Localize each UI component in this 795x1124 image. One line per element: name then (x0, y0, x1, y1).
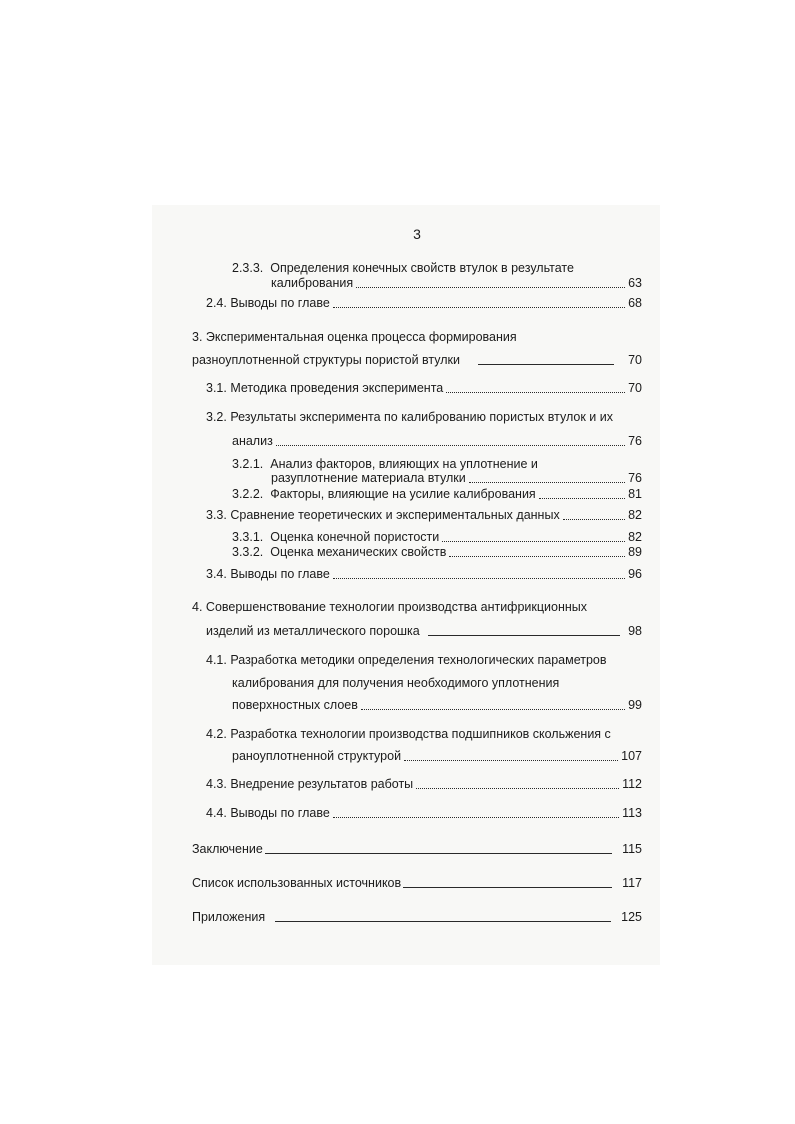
toc-entry-title: Сравнение теоретических и экспериментальных данных (230, 508, 560, 522)
toc-entry-title: Список использованных источников (192, 876, 402, 890)
dot-leader (449, 556, 625, 557)
toc-entry-page: 98 (628, 624, 642, 638)
toc-entry-title: калибрования (271, 276, 354, 290)
dot-leader (563, 519, 625, 520)
toc-entry-title: Анализ факторов, влияющих на уплотнение и (270, 457, 538, 471)
toc-entry-title: Выводы по главе (230, 567, 330, 581)
toc-entry-number: 4. (192, 600, 203, 614)
toc-entry-title: калибрования для получения необходимого уплотнения (232, 676, 560, 690)
toc-entry-page: 99 (628, 698, 642, 712)
toc-entry-2-3-3 (232, 261, 574, 276)
toc-entry-3-2-1 (232, 457, 538, 472)
toc-entry-page: 125 (621, 910, 642, 924)
dot-leader (469, 482, 625, 483)
page-number: 3 (413, 226, 421, 242)
dot-leader (333, 578, 625, 579)
toc-entry-4-1-cont (232, 676, 559, 691)
toc-entry-3-4 (206, 567, 642, 582)
dot-leader (442, 541, 625, 542)
toc-entry-number: 4.4. (206, 806, 227, 820)
toc-entry-3-3-2 (232, 545, 642, 560)
toc-entry-number: 2.4. (206, 296, 227, 310)
toc-entry-title: Приложения (192, 910, 266, 924)
toc-entry-number: 3.1. (206, 381, 227, 395)
toc-entry-3-cont (192, 353, 642, 368)
toc-entry-appendices (192, 910, 642, 925)
toc-entry-number: 3.4. (206, 567, 227, 581)
dot-leader (539, 498, 625, 499)
toc-entry-number: 3.2. (206, 410, 227, 424)
toc-entry-title: разноуплотненной структуры пористой втулки (192, 353, 461, 367)
line-leader (478, 364, 614, 365)
toc-entry-page: 82 (628, 508, 642, 522)
toc-entry-page: 81 (628, 487, 642, 501)
toc-entry-4-2 (206, 727, 611, 742)
toc-entry-title: Внедрение результатов работы (230, 777, 414, 791)
toc-entry-title: Оценка механических свойств (270, 545, 447, 559)
toc-entry-3-2 (206, 410, 613, 425)
toc-entry-page: 76 (628, 471, 642, 485)
toc-entry-title: разуплотнение материала втулки (271, 471, 466, 485)
toc-entry-2-4 (206, 296, 642, 311)
dot-leader (416, 788, 619, 789)
toc-entry-3-2-1-cont (271, 471, 642, 486)
toc-entry-page: 112 (622, 777, 642, 791)
toc-entry-4-4 (206, 806, 642, 821)
toc-entry-title: Разработка технологии производства подшипников скольжения с (230, 727, 611, 741)
toc-entry-number: 4.1. (206, 653, 227, 667)
toc-entry-number: 3.2.2. (232, 487, 264, 501)
toc-entry-number: 4.2. (206, 727, 227, 741)
dot-leader (356, 287, 625, 288)
toc-entry-title: раноуплотненной структурой (232, 749, 402, 763)
toc-entry-number: 3.3.1. (232, 530, 264, 544)
toc-entry-page: 115 (622, 842, 642, 856)
toc-entry-page: 89 (628, 545, 642, 559)
dot-leader (276, 445, 625, 446)
toc-entry-4-2-cont (232, 749, 642, 764)
toc-entry-3-3 (206, 508, 642, 523)
toc-entry-2-3-3-cont (271, 276, 642, 291)
toc-entry-number: 3.3. (206, 508, 227, 522)
toc-entry-page: 96 (628, 567, 642, 581)
toc-entry-title: Факторы, влияющие на усилие калибрования (270, 487, 536, 501)
toc-entry-title: анализ (232, 434, 273, 448)
toc-entry-page: 117 (622, 876, 642, 890)
toc-entry-number: 3.2.1. (232, 457, 264, 471)
line-leader (275, 921, 611, 922)
toc-entry-references (192, 876, 642, 891)
toc-entry-title: Выводы по главе (230, 296, 330, 310)
toc-entry-page: 70 (628, 353, 642, 367)
toc-entry-page: 113 (622, 806, 642, 820)
toc-entry-page: 68 (628, 296, 642, 310)
toc-entry-title: поверхностных слоев (232, 698, 358, 712)
toc-entry-title: изделий из металлического порошка (206, 624, 420, 638)
toc-entry-number: 2.3.3. (232, 261, 264, 275)
toc-entry-4-cont (206, 624, 642, 639)
toc-entry-3 (192, 330, 517, 345)
dot-leader (333, 817, 619, 818)
toc-entry-4-1 (206, 653, 607, 668)
dot-leader (446, 392, 625, 393)
toc-entry-3-2-2 (232, 487, 642, 502)
dot-leader (333, 307, 625, 308)
toc-entry-title: Методика проведения эксперимента (230, 381, 444, 395)
toc-entry-title: Разработка методики определения технологических параметров (230, 653, 607, 667)
toc-entry-page: 107 (621, 749, 642, 763)
line-leader (428, 635, 620, 636)
toc-entry-page: 82 (628, 530, 642, 544)
toc-entry-4-1-cont2 (232, 698, 642, 713)
toc-entry-4-3 (206, 777, 642, 792)
toc-entry-title: Оценка конечной пористости (270, 530, 440, 544)
dot-leader (361, 709, 625, 710)
toc-entry-3-2-cont (232, 434, 642, 449)
toc-entry-4 (192, 600, 587, 615)
toc-entry-page: 76 (628, 434, 642, 448)
toc-entry-3-1 (206, 381, 642, 396)
toc-entry-number: 4.3. (206, 777, 227, 791)
toc-entry-title: Экспериментальная оценка процесса формирования (205, 330, 517, 344)
toc-entry-3-3-1 (232, 530, 642, 545)
toc-entry-page: 63 (628, 276, 642, 290)
toc-entry-title: Заключение (192, 842, 263, 856)
line-leader (265, 853, 612, 854)
toc-entry-number: 3.3.2. (232, 545, 264, 559)
line-leader (403, 887, 612, 888)
toc-entry-title: Совершенствование технологии производства антифрикционных (205, 600, 587, 614)
toc-entry-title: Определения конечных свойств втулок в результате (270, 261, 574, 275)
toc-entry-page: 70 (628, 381, 642, 395)
toc-entry-conclusion (192, 842, 642, 857)
toc-entry-title: Результаты эксперимента по калиброванию пористых втулок и их (230, 410, 613, 424)
toc-entry-title: Выводы по главе (230, 806, 330, 820)
toc-entry-number: 3. (192, 330, 203, 344)
dot-leader (404, 760, 618, 761)
